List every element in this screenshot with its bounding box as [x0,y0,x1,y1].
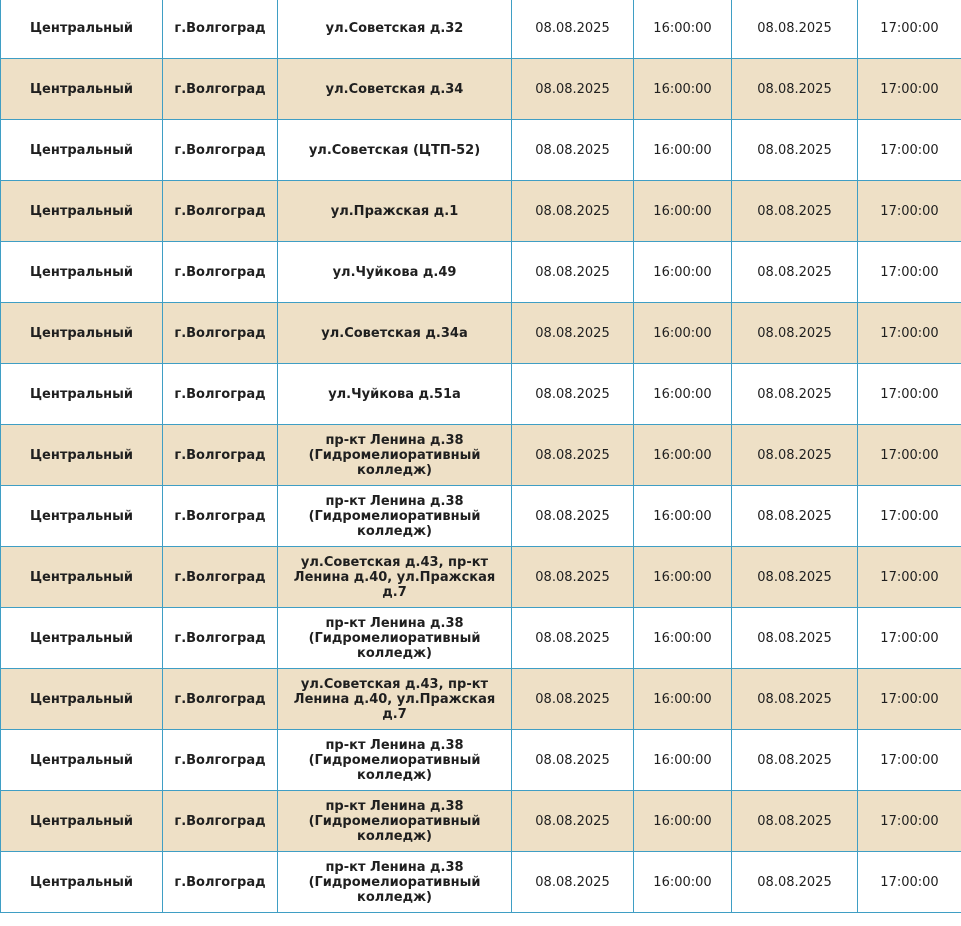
district-cell: Центральный [1,0,163,59]
address-cell: пр-кт Ленина д.38 (Гидромелиоративный колледж) [278,852,512,913]
end-date-cell: 08.08.2025 [732,791,858,852]
start-date-cell: 08.08.2025 [512,547,634,608]
start-time-cell: 16:00:00 [634,181,732,242]
end-date-cell: 08.08.2025 [732,547,858,608]
district-cell: Центральный [1,486,163,547]
address-cell: ул.Чуйкова д.51а [278,364,512,425]
start-time-cell: 16:00:00 [634,852,732,913]
district-cell: Центральный [1,364,163,425]
address-cell: ул.Советская д.34 [278,59,512,120]
address-cell: ул.Советская д.32 [278,0,512,59]
end-time-cell: 17:00:00 [858,120,961,181]
start-date-cell: 08.08.2025 [512,181,634,242]
table-row [1,608,961,669]
table-row [1,0,961,59]
address-cell: ул.Пражская д.1 [278,181,512,242]
end-date-cell: 08.08.2025 [732,0,858,59]
start-time-cell: 16:00:00 [634,608,732,669]
start-time-cell: 16:00:00 [634,486,732,547]
end-time-cell: 17:00:00 [858,0,961,59]
end-time-cell: 17:00:00 [858,547,961,608]
end-time-cell: 17:00:00 [858,59,961,120]
city-cell: г.Волгоград [163,364,278,425]
city-cell: г.Волгоград [163,547,278,608]
city-cell: г.Волгоград [163,0,278,59]
end-date-cell: 08.08.2025 [732,303,858,364]
start-date-cell: 08.08.2025 [512,486,634,547]
table-row [1,120,961,181]
end-date-cell: 08.08.2025 [732,669,858,730]
end-date-cell: 08.08.2025 [732,486,858,547]
start-time-cell: 16:00:00 [634,791,732,852]
start-date-cell: 08.08.2025 [512,730,634,791]
start-time-cell: 16:00:00 [634,669,732,730]
city-cell: г.Волгоград [163,852,278,913]
district-cell: Центральный [1,59,163,120]
end-date-cell: 08.08.2025 [732,181,858,242]
end-date-cell: 08.08.2025 [732,59,858,120]
table-row [1,59,961,120]
table-body [1,0,961,913]
city-cell: г.Волгоград [163,181,278,242]
city-cell: г.Волгоград [163,425,278,486]
address-cell: ул.Советская д.34а [278,303,512,364]
table-row [1,425,961,486]
city-cell: г.Волгоград [163,486,278,547]
address-cell: пр-кт Ленина д.38 (Гидромелиоративный колледж) [278,486,512,547]
district-cell: Центральный [1,242,163,303]
city-cell: г.Волгоград [163,730,278,791]
end-time-cell: 17:00:00 [858,608,961,669]
address-cell: пр-кт Ленина д.38 (Гидромелиоративный колледж) [278,425,512,486]
address-cell: ул.Чуйкова д.49 [278,242,512,303]
start-time-cell: 16:00:00 [634,242,732,303]
table-row [1,730,961,791]
end-date-cell: 08.08.2025 [732,364,858,425]
end-date-cell: 08.08.2025 [732,425,858,486]
end-date-cell: 08.08.2025 [732,730,858,791]
end-date-cell: 08.08.2025 [732,120,858,181]
start-date-cell: 08.08.2025 [512,59,634,120]
city-cell: г.Волгоград [163,669,278,730]
start-date-cell: 08.08.2025 [512,608,634,669]
start-time-cell: 16:00:00 [634,59,732,120]
district-cell: Центральный [1,608,163,669]
district-cell: Центральный [1,303,163,364]
city-cell: г.Волгоград [163,120,278,181]
address-cell: ул.Советская д.43, пр-кт Ленина д.40, ул.Пражская д.7 [278,547,512,608]
start-time-cell: 16:00:00 [634,0,732,59]
start-time-cell: 16:00:00 [634,425,732,486]
end-date-cell: 08.08.2025 [732,608,858,669]
start-date-cell: 08.08.2025 [512,669,634,730]
city-cell: г.Волгоград [163,242,278,303]
end-time-cell: 17:00:00 [858,791,961,852]
table-row [1,547,961,608]
address-cell: пр-кт Ленина д.38 (Гидромелиоративный колледж) [278,791,512,852]
end-time-cell: 17:00:00 [858,364,961,425]
end-time-cell: 17:00:00 [858,181,961,242]
end-time-cell: 17:00:00 [858,669,961,730]
district-cell: Центральный [1,669,163,730]
start-date-cell: 08.08.2025 [512,852,634,913]
start-date-cell: 08.08.2025 [512,242,634,303]
city-cell: г.Волгоград [163,791,278,852]
district-cell: Центральный [1,791,163,852]
start-date-cell: 08.08.2025 [512,425,634,486]
table-row [1,364,961,425]
table-row [1,791,961,852]
city-cell: г.Волгоград [163,608,278,669]
start-time-cell: 16:00:00 [634,547,732,608]
end-time-cell: 17:00:00 [858,730,961,791]
district-cell: Центральный [1,852,163,913]
address-cell: пр-кт Ленина д.38 (Гидромелиоративный колледж) [278,730,512,791]
start-date-cell: 08.08.2025 [512,303,634,364]
district-cell: Центральный [1,120,163,181]
start-date-cell: 08.08.2025 [512,120,634,181]
district-cell: Центральный [1,547,163,608]
address-cell: ул.Советская (ЦТП-52) [278,120,512,181]
table-row [1,852,961,913]
table-row [1,669,961,730]
end-time-cell: 17:00:00 [858,486,961,547]
district-cell: Центральный [1,181,163,242]
start-time-cell: 16:00:00 [634,364,732,425]
address-cell: ул.Советская д.43, пр-кт Ленина д.40, ул.Пражская д.7 [278,669,512,730]
end-time-cell: 17:00:00 [858,242,961,303]
start-time-cell: 16:00:00 [634,303,732,364]
table-row [1,303,961,364]
city-cell: г.Волгоград [163,59,278,120]
start-date-cell: 08.08.2025 [512,364,634,425]
address-cell: пр-кт Ленина д.38 (Гидромелиоративный колледж) [278,608,512,669]
start-time-cell: 16:00:00 [634,120,732,181]
table-row [1,486,961,547]
end-time-cell: 17:00:00 [858,425,961,486]
start-date-cell: 08.08.2025 [512,0,634,59]
district-cell: Центральный [1,730,163,791]
end-time-cell: 17:00:00 [858,303,961,364]
table-row [1,181,961,242]
table-row [1,242,961,303]
district-cell: Центральный [1,425,163,486]
end-date-cell: 08.08.2025 [732,852,858,913]
end-time-cell: 17:00:00 [858,852,961,913]
start-time-cell: 16:00:00 [634,730,732,791]
end-date-cell: 08.08.2025 [732,242,858,303]
start-date-cell: 08.08.2025 [512,791,634,852]
city-cell: г.Волгоград [163,303,278,364]
